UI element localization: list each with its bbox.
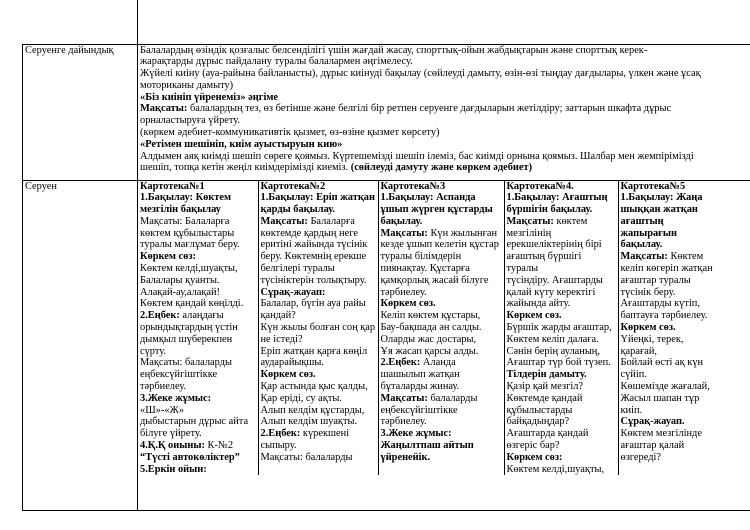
- card-line: көктемде қардың неге: [260, 227, 358, 239]
- card-column-4: [504, 181, 618, 476]
- card-line: Көктемде қандай: [506, 392, 583, 404]
- card-line: Қар еріді, су ақты.: [260, 392, 342, 404]
- card-line: дымқыл шүберекпен: [140, 333, 233, 345]
- preparation-line: «Біз киініп үйренеміз» әңгіме: [140, 91, 279, 103]
- preparation-line: Алдымен аяқ киімді шешіп сөреге қоямыз. Күртешемізді шешіп ілеміз, бас киімді орнына қоямыз. Шалбар мен жемпірімізді: [140, 150, 694, 162]
- card-line: жайында айту.: [506, 298, 571, 310]
- card-line: Картотека№3: [380, 180, 446, 192]
- card-line: Көктем келіп далаға.: [506, 333, 599, 345]
- card-line: Сәнін берің ауланың,: [506, 345, 600, 357]
- card-line: белгілері туралы: [260, 263, 335, 275]
- card-column-3: [378, 181, 504, 476]
- walk-label-cell: [23, 180, 138, 510]
- card-line: Алып келдім шуақты.: [260, 416, 358, 428]
- card-line: қандай?: [260, 310, 296, 322]
- card-line: 3.Жеке жұмыс: «Ш»-«Ж»: [140, 392, 212, 416]
- card-line: ағаштар қалай: [620, 440, 685, 452]
- card-line: беру. Көктемнің ерекше: [260, 251, 367, 263]
- card-line: Көктем мезгілінде: [620, 428, 702, 440]
- top-row: [23, 0, 750, 44]
- preparation-line: Балалардың өзіндік қозғалыс белсенділігі үшін жағдай жасау, спорттық-ойын жабдықтарын және спорттық керек-: [140, 44, 648, 56]
- card-line: Мақсаты: балаларды: [140, 357, 232, 369]
- card-line: дыбыстарын дұрыс айта: [140, 416, 249, 428]
- card-line: ерекшеліктерінің бірі: [506, 239, 602, 251]
- card-line: Балалары қуанты.: [140, 274, 220, 286]
- card-column-1: [138, 181, 258, 476]
- card-line: 2.Еңбек: Аланда: [380, 357, 456, 369]
- card-line: “Түсті автокөліктер”: [140, 451, 240, 463]
- card-line: Оларды жас достары,: [380, 333, 477, 345]
- card-line: бақылау.: [380, 215, 423, 227]
- card-line: тәрбиелеу.: [380, 286, 427, 298]
- card-line: бақылау.: [620, 239, 663, 251]
- card-line: Көркем сөз.: [260, 369, 316, 381]
- card-line: қамқорлық жасай білуге: [380, 274, 489, 286]
- card-line: қарды бақылау.: [260, 204, 336, 216]
- card-line: Мақсаты: балаларды: [260, 451, 353, 463]
- card-line: Сұрақ-жауап:: [260, 286, 326, 298]
- card-line: сыпыру.: [260, 440, 297, 452]
- card-line: Картотека№2: [260, 180, 326, 192]
- card-line: Мақсаты: көктем: [506, 215, 588, 227]
- card-line: Көктем келді,шуақты,: [506, 463, 605, 475]
- card-line: ағаштар туралы: [620, 274, 691, 286]
- card-line: ағаштың: [620, 215, 664, 227]
- card-line: Бүршік жарды ағаштар,: [506, 322, 612, 334]
- preparation-line: орналастыруға үйрету.: [140, 115, 241, 127]
- card-line: Мақсаты: Күн жылынған: [380, 227, 498, 239]
- card-line: шашылып жатқан: [380, 369, 460, 381]
- card-line: еңбексүйгіштікке: [380, 404, 458, 416]
- card-line: Келіп көктем құстары,: [380, 310, 481, 322]
- card-line: баптауға тәрбиелеу.: [620, 310, 708, 322]
- card-line: Сұрақ-жауап.: [620, 416, 685, 428]
- card-line: 1.Бақылау: Аспанда: [380, 192, 476, 204]
- plan-table: [22, 0, 750, 511]
- card-line: Көркем сөз.: [620, 322, 676, 334]
- card-line: Мақсаты: балаларды: [380, 392, 478, 404]
- card-line: туралы мағлұмат беру.: [140, 239, 240, 251]
- card-line: үйренейік.: [380, 451, 431, 463]
- card-line: өзгереді?: [620, 451, 661, 463]
- card-line: Мақсаты: Балаларға: [140, 215, 230, 227]
- preparation-line: шешіп, топқа кетін жеңіл киімдерімізді киеміз. (сөйлеуді дамуту және көркем әдебиет): [140, 162, 533, 174]
- card-line: тәрбиелеу.: [380, 416, 427, 428]
- card-line: ұшып жүрген құстарды: [380, 204, 493, 216]
- card-line: 4.Қ.Қ оиыны: К-№2: [140, 440, 234, 452]
- card-line: түсініктерін толықтыру.: [260, 274, 367, 286]
- card-line: еңбексүйгіштікке: [140, 369, 218, 381]
- card-line: түсіндіру. Ағаштарды: [506, 274, 603, 286]
- card-line: Ағаштарды күтіп,: [620, 298, 700, 310]
- card-line: Көшемізде жағалай,: [620, 381, 710, 393]
- card-line: өзгеріс бар?: [506, 440, 560, 452]
- card-line: 1.Бақылау: Еріп жатқан: [260, 192, 375, 204]
- card-line: Көктем қандай көңілді.: [140, 298, 244, 310]
- card-line: Ағаштар түр бой түзеп.: [506, 357, 611, 369]
- card-line: кезде ұшып келетін құстар: [380, 239, 499, 251]
- preparation-row: [23, 44, 750, 180]
- card-line: сүрту.: [140, 345, 167, 357]
- preparation-line: (көркем әдебиет-коммуникативтік қызмет, өз-өзіне қызмет көрсету): [140, 127, 440, 139]
- top-right-cell: [138, 0, 750, 44]
- walk-row: [23, 180, 750, 510]
- card-line: Көркем сөз.: [506, 310, 562, 322]
- card-line: Мақсаты: Балаларға: [260, 215, 355, 227]
- card-line: Алақай-ау,алақай!: [140, 286, 220, 298]
- card-line: сүйіп.: [620, 369, 647, 381]
- card-line: не істеді?: [260, 333, 303, 345]
- card-line: орындықтардың үстін: [140, 322, 238, 334]
- card-line: 1.Бақылау: Ағаштың: [506, 192, 608, 204]
- card-line: Ұя жасап қарсы алды.: [380, 345, 479, 357]
- card-line: Көркем сөз:: [506, 451, 563, 463]
- card-line: Еріп жатқан қарға көңіл: [260, 345, 368, 357]
- card-line: Үйеңкі, терек,: [620, 333, 684, 345]
- card-line: құбылыстарды: [506, 404, 573, 416]
- card-line: Көркем сөз.: [380, 298, 436, 310]
- preparation-content-cell: [138, 44, 750, 180]
- card-line: бұталарды жинау.: [380, 381, 460, 393]
- card-line: Көктем келді,шуақты,: [140, 263, 238, 275]
- card-line: қарағай,: [620, 345, 657, 357]
- card-line: білуге үйрету.: [140, 428, 202, 440]
- card-line: Картотека№4.: [506, 180, 574, 192]
- card-line: қалай күту керектігі: [506, 286, 596, 298]
- walk-label: Серуен: [25, 180, 57, 192]
- card-line: 2.Еңбек: алаңдағы: [140, 310, 224, 322]
- card-line: мезгілінің: [506, 227, 552, 239]
- card-line: 2.Еңбек: күрекшені: [260, 428, 350, 440]
- walk-cards-cell: [138, 180, 750, 510]
- card-line: байқадыңдар?: [506, 416, 570, 428]
- card-line: Ағаштарда қандай: [506, 428, 589, 440]
- card-line: Қар астында қыс қалды,: [260, 381, 368, 393]
- card-line: аударайықшы.: [260, 357, 324, 369]
- card-line: жапырағын: [620, 227, 677, 239]
- card-line: Күн жылы болған соң қар: [260, 322, 376, 334]
- card-line: пиянақтау. Құстарға: [380, 263, 470, 275]
- card-line: 1.Бақылау: Көктем: [140, 192, 232, 204]
- card-line: көктем құбылыстары: [140, 227, 235, 239]
- preparation-line: Мақсаты: балалардың тез, өз бетінше және белгілі бір ретпен серуенге дағдыларын жетілдіру; заттарын шкафта дұрыс: [140, 103, 672, 115]
- card-line: Бойлай өсті ақ күн: [620, 357, 704, 369]
- preparation-label: Серуенге дайындық: [25, 44, 114, 56]
- card-line: ағаштың бүршігі туралы: [506, 251, 582, 275]
- preparation-line: Жүйелі киіну (ауа-райына байланысты), дұрыс киінуді бақылау (сөйлеуді дамыту, өзін-өзі тыңдау дағдылары, үлкен және ұсақ: [140, 68, 701, 80]
- card-line: мезгілін бақылау: [140, 204, 221, 216]
- cards-table: [138, 181, 750, 476]
- card-column-5: [618, 181, 750, 476]
- card-line: туралы білімдерін: [380, 251, 462, 263]
- card-line: Картотека№5: [620, 180, 686, 192]
- card-line: 1.Бақылау: Жаңа: [620, 192, 703, 204]
- card-line: Қазір қай мезгіл?: [506, 381, 584, 393]
- card-line: Алып келдім құстарды,: [260, 404, 365, 416]
- card-line: киіп.: [620, 404, 643, 416]
- preparation-line: моториканы дамыту): [140, 79, 234, 91]
- card-line: түсінік беру.: [620, 286, 676, 298]
- card-line: Көркем сөз:: [140, 251, 196, 263]
- card-line: Мақсаты: Көктем: [620, 251, 704, 263]
- card-line: бүршігін бақылау.: [506, 204, 593, 216]
- card-line: Жасыл шапан тұр: [620, 392, 700, 404]
- card-line: тәрбиелеу.: [140, 381, 187, 393]
- card-line: 3.Жеке жұмыс:: [380, 428, 452, 440]
- card-line: Бау-бақшада ән салды.: [380, 322, 482, 334]
- card-line: 5.Еркін ойын:: [140, 463, 207, 475]
- card-line: Жаңылтпаш айтып: [380, 440, 474, 452]
- card-line: Балалар, бүгін ауа райы: [260, 298, 366, 310]
- card-line: еритіні жайында түсінік: [260, 239, 368, 251]
- preparation-line: жарақтарды дұрыс пайдалану туралы балалармен әңгімелесу.: [140, 56, 413, 68]
- preparation-label-cell: [23, 44, 138, 180]
- card-line: келіп көгеріп жатқан: [620, 263, 713, 275]
- card-line: шыққан жатқан: [620, 204, 698, 216]
- top-left-cell: [23, 0, 138, 44]
- preparation-line: «Ретімен шешініп, киім ауыстыруын кию»: [140, 138, 343, 150]
- card-column-2: [258, 181, 378, 476]
- card-line: Тілдерін дамыту.: [506, 369, 587, 381]
- card-line: Картотека№1: [140, 180, 205, 192]
